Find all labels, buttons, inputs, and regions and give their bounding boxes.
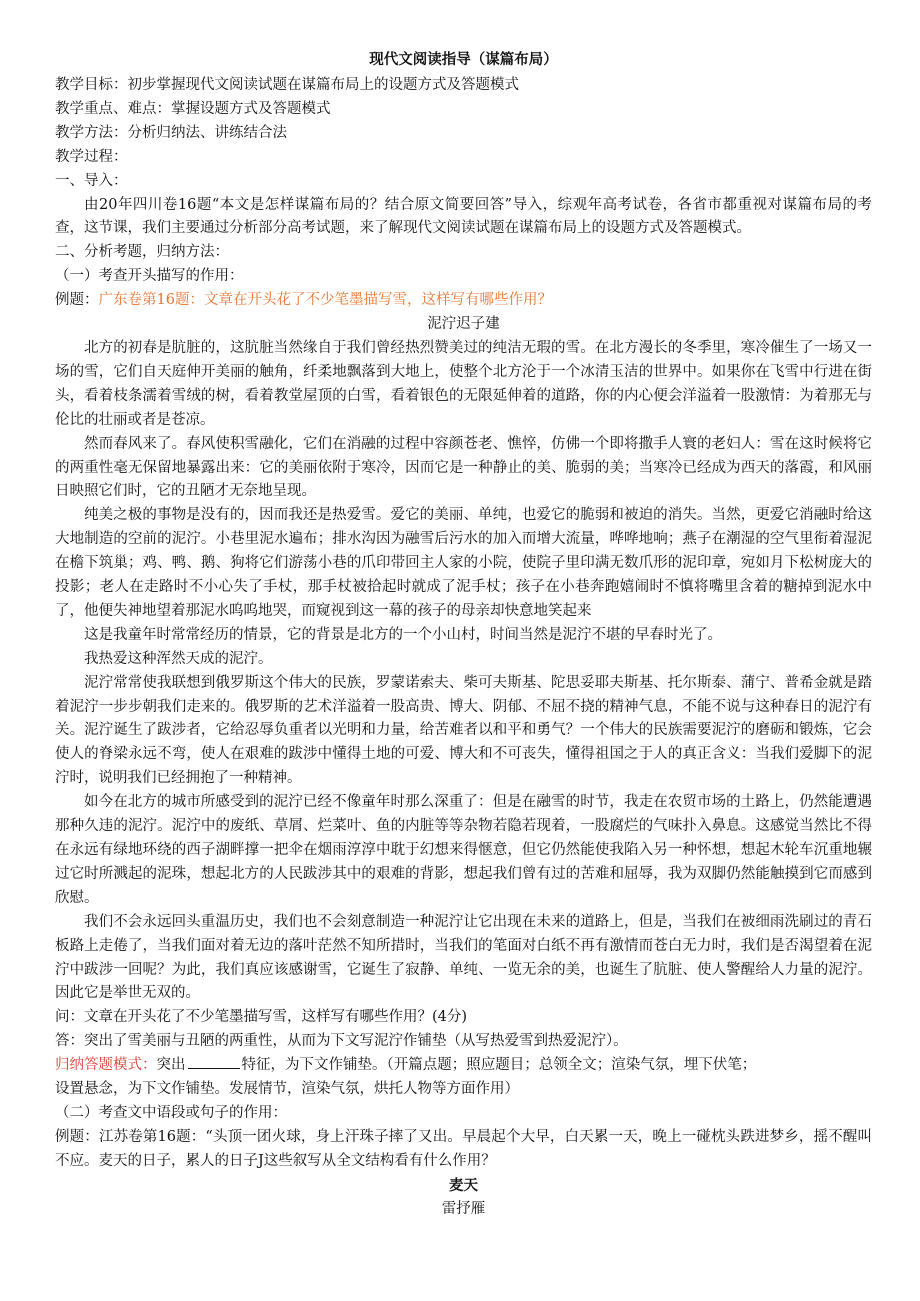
teaching-method: 教学方法：分析归纳法、讲练结合法 — [55, 124, 287, 141]
fill-blank — [188, 1054, 240, 1069]
example-1 — [55, 289, 872, 313]
essay-paragraph: 我热爱这种浑然天成的泥泞。 — [84, 650, 273, 667]
example-1-prefix: 例题： — [55, 292, 99, 309]
essay-2-author: 雷抒雁 — [441, 1200, 486, 1217]
section-heading-analysis: 二、分析考题，归纳方法： — [55, 244, 229, 261]
answer-pattern — [55, 1054, 872, 1078]
essay-paragraph: 纯美之极的事物是没有的，因而我还是热爱雪。爱它的美丽、单纯，也爱它的脆弱和被迫的消失。当然，更爱它消融时给这大地制造的空前的泥泞。小巷里泥水遍布；排水沟因为融雪后污水的加入而增大流量，哗哗地响；燕子在潮湿的空气里衔着湿泥在檐下筑巢；鸡、鸭、鹅、狗将它们游荡小巷的爪印带回主人家的小院，使院子里印满无数爪形的泥印章，宛如月下松树庞大的投影；老人在走路时不小心失了手杖，那手杖被拾起时就成了泥手杖；孩子在小巷奔跑嬉闹时不慎将嘴里含着的糖掉到泥水中了，他便失神地望着那泥水呜呜地哭，而窥视到这一幕的孩子的母亲却快意地笑起来 — [55, 507, 872, 619]
essay-2-title: 麦天 — [449, 1176, 478, 1194]
subsection-heading-opening: （一）考查开头描写的作用： — [55, 268, 244, 285]
answer-pattern-continued: 设置悬念，为下文作铺垫。发展情节，渲染气氛，烘托人物等方面作用） — [55, 1081, 519, 1098]
essay-paragraph: 泥泞常常使我联想到俄罗斯这个伟大的民族，罗蒙诺索夫、柴可夫斯基、陀思妥耶夫斯基、托尔斯泰、蒲宁、普希金就是踏着泥泞一步步朝我们走来的。俄罗斯的艺术洋溢着一股高贵、博大、阴郁、不屈不挠的精神气息，不能不说与这种春日的泥泞有关。泥泞诞生了跋涉者，它给忍辱负重者以光明和力量，给苦难者以和平和勇气？一个伟大的民族需要泥泞的磨砺和锻炼，它会使人的脊梁永远不弯，使人在艰难的跋涉中懂得土地的可爱、博大和不可丧失，懂得祖国之于人的真正含义：当我们爱脚下的泥泞时，说明我们已经拥抱了一种精神。 — [55, 674, 872, 787]
essay-paragraph: 然而春风来了。春风使积雪融化，它们在消融的过程中容颜苍老、憔悴，仿佛一个即将撒手人寰的老妇人：雪在这时候将它的两重性毫无保留地暴露出来：它的美丽依附于寒冷，因而它是一种静止的美、脆弱的美；当寒冷已经成为西天的落霞，和风丽日映照它们时，它的丑陋才无奈地呈现。 — [55, 435, 872, 500]
section-heading-intro: 一、导入： — [55, 172, 128, 189]
answer-pattern-part-a: 突出 — [156, 1057, 186, 1074]
essay-paragraph: 这是我童年时常常经历的情景，它的背景是北方的一个小山村，时间当然是泥泞不堪的早春时光了。 — [84, 626, 722, 643]
document-title: 现代文阅读指导（谋篇布局） — [369, 51, 558, 68]
question-1: 问：文章在开头花了不少笔墨描写雪，这样写有哪些作用？(4分) — [55, 1009, 468, 1026]
teaching-focus: 教学重点、难点：掌握设题方式及答题模式 — [55, 100, 331, 117]
essay-paragraph: 如今在北方的城市所感受到的泥泞已经不像童年时那么深重了：但是在融雪的时节，我走在农贸市场的土路上，仍然能遭遇那种久违的泥泞。泥泞中的废纸、草屑、烂菜叶、鱼的内脏等等杂物若隐若现着，一股腐烂的气味扑入鼻息。这感觉当然比不得在永远有绿地环绕的西子湖畔撑一把伞在烟雨淳淳中耽于幻想来得惬意，但它仍然能使我陷入另一种怀想，想起木轮车沉重地辗过它时所溅起的泥珠，想起北方的人民跋涉其中的艰难的背影，想起我们曾有过的苦难和屈辱，我为双脚仍然能触摸到它而感到欣慰。 — [55, 794, 872, 906]
teaching-goal: 教学目标：初步掌握现代文阅读试题在谋篇布局上的设题方式及答题模式 — [55, 77, 519, 93]
example-1-question: 广东卷第16题：文章在开头花了不少笔墨描写雪，这样写有哪些作用？ — [98, 292, 552, 309]
teaching-process: 教学过程： — [55, 148, 128, 165]
example-2: 例题：江苏卷第16题：“头顶一团火球，身上汗珠子摔了又出。早晨起个大早，白天累一天，晚上一碰枕头跌进梦乡，摇不醒叫不应。麦天的日子，累人的日子J这些叙写从全文结构看有什么作用？ — [55, 1128, 872, 1169]
intro-paragraph: 由20年四川卷16题“本文是怎样谋篇布局的？结合原文简要回答”导入，综观年高考试卷，各省市都重视对谋篇布局的考查，这节课，我们主要通过分析部分高考试题，来了解现代文阅读试题在谋篇布局上的设题方式及答题模式。 — [55, 196, 872, 237]
essay-paragraph: 北方的初春是肮脏的，这肮脏当然缘自于我们曾经热烈赞美过的纯洁无瑕的雪。在北方漫长的冬季里，寒冷催生了一场又一场的雪，它们自天庭伸开美丽的触角，纤柔地飘落到大地上，使整个北方沦于一个冰清玉洁的世界中。如果你在飞雪中行进在街头，看着枝条濡着雪绒的树，看着教堂屋顶的白雪，看着银色的无限延伸着的道路，你的内心便会洋溢着一股激情：为着那无与伦比的壮丽或者是苍凉。 — [55, 339, 872, 428]
subsection-heading-sentences: （二）考查文中语段或句子的作用： — [55, 1104, 287, 1121]
essay-paragraph: 我们不会永远回头重温历史，我们也不会刻意制造一种泥泞让它出现在未来的道路上，但是，当我们在被细雨洗刷过的青石板路上走倦了，当我们面对着无边的落叶茫然不知所措时，当我们的笔面对白纸不再有激情而苍白无力时，我们是否渴望着在泥泞中跋涉一回呢？为此，我们真应该感谢雪，它诞生了寂静、单纯、一览无余的美，也诞生了肮脏、使人警醒给人力量的泥泞。因此它是举世无双的。 — [55, 913, 872, 1002]
essay-1-title: 泥泞迟子建 — [427, 316, 500, 333]
answer-1: 答：突出了雪美丽与丑陋的两重性，从而为下文写泥泞作铺垫（从写热爱雪到热爱泥泞）。 — [55, 1033, 628, 1050]
answer-pattern-label: 归纳答题模式： — [55, 1057, 157, 1074]
answer-pattern-part-b: 特征，为下文作铺垫。（开篇点题；照应题目；总领全文；渲染气氛，埋下伏笔； — [241, 1057, 757, 1074]
